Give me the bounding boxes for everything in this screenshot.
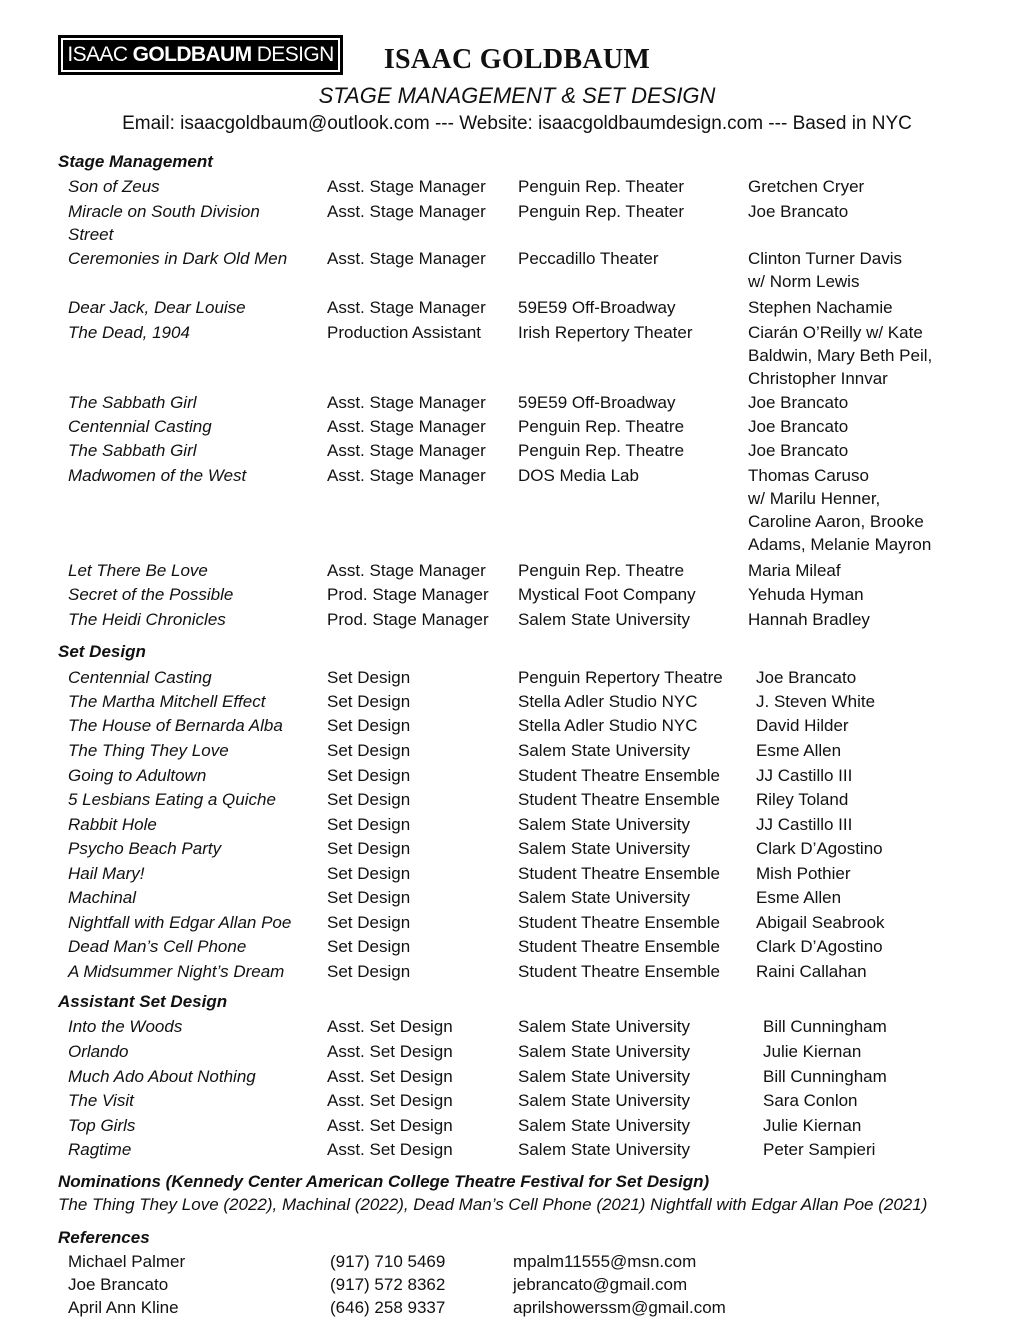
director: Julie Kiernan [763,1116,862,1135]
role: Asst. Stage Manager [327,393,486,412]
role: Asst. Stage Manager [327,202,486,221]
production-title: Psycho Beach Party [68,839,222,858]
role: Set Design [327,864,411,883]
nominations-text: The Thing They Love (2022), Machinal (2022), Dead Man’s Cell Phone (2021) Nightfall with Edgar Allan Poe (2021) [58,1195,928,1214]
director: Joe Brancato [748,393,849,412]
section-heading-references: References [58,1228,150,1247]
production-title: A Midsummer Night’s Dream [68,962,285,981]
director: Clinton Turner Davis w/ Norm Lewis [748,249,903,291]
production-title: The House of Bernarda Alba [68,716,283,735]
role: Set Design [327,888,411,907]
venue: Salem State University [518,1140,690,1159]
role: Asst. Set Design [327,1140,453,1159]
director: J. Steven White [756,692,876,711]
production-title: Nightfall with Edgar Allan Poe [68,913,292,932]
role: Set Design [327,716,411,735]
section-heading-assistant-set-design: Assistant Set Design [58,992,228,1011]
contact-line: Email: isaacgoldbaum@outlook.com --- Website: isaacgoldbaumdesign.com --- Based in NYC [122,113,912,134]
venue: Penguin Rep. Theater [518,177,685,196]
venue: DOS Media Lab [518,466,639,485]
role: Set Design [327,815,411,834]
director: Joe Brancato [748,417,849,436]
reference-phone: (917) 572 8362 [330,1275,446,1294]
production-title: The Heidi Chronicles [68,610,226,629]
role: Asst. Set Design [327,1017,453,1036]
venue: Salem State University [518,1042,690,1061]
role: Prod. Stage Manager [327,610,489,629]
production-title: Dear Jack, Dear Louise [68,298,246,317]
production-title: 5 Lesbians Eating a Quiche [68,790,276,809]
production-title: The Sabbath Girl [68,393,197,412]
production-title: Let There Be Love [68,561,208,580]
page-subtitle: STAGE MANAGEMENT & SET DESIGN [318,83,716,108]
venue: Stella Adler Studio NYC [518,716,698,735]
venue: Penguin Rep. Theatre [518,441,685,460]
reference-email: jebrancato@gmail.com [513,1275,688,1294]
director: Gretchen Cryer [748,177,865,196]
director: Maria Mileaf [748,561,841,580]
venue: Salem State University [518,610,690,629]
director: Clark D’Agostino [756,937,883,956]
venue: 59E59 Off-Broadway [518,393,676,412]
role: Prod. Stage Manager [327,585,489,604]
director: Ciarán O’Reilly w/ Kate Baldwin, Mary Beth Peil, Christopher Innvar [748,323,933,388]
production-title: Rabbit Hole [68,815,157,834]
production-title: Into the Woods [68,1017,183,1036]
role: Asst. Stage Manager [327,441,486,460]
venue: Student Theatre Ensemble [518,962,720,981]
production-title: Top Girls [68,1116,136,1135]
venue: Salem State University [518,1017,690,1036]
director: Peter Sampieri [763,1140,876,1159]
director: Bill Cunningham [763,1017,887,1036]
production-title: Dead Man’s Cell Phone [68,937,247,956]
venue: Student Theatre Ensemble [518,766,720,785]
production-title: Hail Mary! [68,864,145,883]
director: Joe Brancato [748,202,849,221]
venue: Salem State University [518,815,690,834]
reference-name: April Ann Kline [68,1298,179,1317]
director: Stephen Nachamie [748,298,893,317]
director: Bill Cunningham [763,1067,887,1086]
production-title: Ceremonies in Dark Old Men [68,249,288,268]
role: Asst. Stage Manager [327,298,486,317]
role: Set Design [327,913,411,932]
venue: Student Theatre Ensemble [518,864,720,883]
director: Esme Allen [756,888,842,907]
role: Set Design [327,741,411,760]
venue: Salem State University [518,888,690,907]
production-title: Miracle on South Division Street [68,202,260,244]
director: Esme Allen [756,741,842,760]
role: Asst. Set Design [327,1091,453,1110]
director: Raini Callahan [756,962,867,981]
director: Hannah Bradley [748,610,870,629]
venue: Student Theatre Ensemble [518,790,720,809]
reference-name: Michael Palmer [68,1252,186,1271]
role: Set Design [327,962,411,981]
reference-phone: (646) 258 9337 [330,1298,446,1317]
production-title: The Thing They Love [68,741,229,760]
role: Asst. Stage Manager [327,466,486,485]
director: JJ Castillo III [756,815,853,834]
director: Mish Pothier [756,864,851,883]
production-title: The Sabbath Girl [68,441,197,460]
production-title: Son of Zeus [68,177,160,196]
role: Asst. Stage Manager [327,249,486,268]
director: Clark D’Agostino [756,839,883,858]
production-title: Ragtime [68,1140,132,1159]
section-heading-nominations: Nominations (Kennedy Center American College Theatre Festival for Set Design) [58,1172,710,1191]
venue: Salem State University [518,1067,690,1086]
venue: Salem State University [518,839,690,858]
reference-email: aprilshowerssm@gmail.com [513,1298,726,1317]
production-title: The Martha Mitchell Effect [68,692,266,711]
production-title: Madwomen of the West [68,466,247,485]
logo-text: ISAAC GOLDBAUM DESIGN [61,38,340,72]
production-title: Centennial Casting [68,668,212,687]
reference-phone: (917) 710 5469 [330,1252,446,1271]
role: Set Design [327,839,411,858]
director: Yehuda Hyman [748,585,864,604]
production-title: Going to Adultown [68,766,207,785]
reference-email: mpalm11555@msn.com [513,1252,697,1271]
production-title: The Dead, 1904 [68,323,190,342]
venue: Student Theatre Ensemble [518,937,720,956]
role: Set Design [327,668,411,687]
role: Set Design [327,790,411,809]
venue: Stella Adler Studio NYC [518,692,698,711]
production-title: Centennial Casting [68,417,212,436]
venue: Penguin Rep. Theater [518,202,685,221]
role: Set Design [327,937,411,956]
director: David Hilder [756,716,849,735]
section-heading-stage-management: Stage Management [58,152,213,171]
role: Production Assistant [327,323,482,342]
page-title: ISAAC GOLDBAUM [383,44,651,75]
director: JJ Castillo III [756,766,853,785]
production-title: Orlando [68,1042,129,1061]
production-title: The Visit [68,1091,134,1110]
director: Thomas Caruso w/ Marilu Henner, Caroline Aaron, Brooke Adams, Melanie Mayron [748,466,932,554]
section-heading-set-design: Set Design [58,642,146,661]
production-title: Machinal [68,888,137,907]
venue: 59E59 Off-Broadway [518,298,676,317]
venue: Student Theatre Ensemble [518,913,720,932]
role: Asst. Stage Manager [327,561,486,580]
director: Julie Kiernan [763,1042,862,1061]
director: Joe Brancato [748,441,849,460]
venue: Penguin Rep. Theatre [518,417,685,436]
venue: Salem State University [518,741,690,760]
director: Sara Conlon [763,1091,858,1110]
venue: Irish Repertory Theater [518,323,693,342]
role: Set Design [327,766,411,785]
venue: Penguin Rep. Theatre [518,561,685,580]
production-title: Much Ado About Nothing [68,1067,256,1086]
venue: Mystical Foot Company [518,585,696,604]
reference-name: Joe Brancato [68,1275,169,1294]
role: Asst. Set Design [327,1067,453,1086]
venue: Salem State University [518,1116,690,1135]
venue: Salem State University [518,1091,690,1110]
role: Asst. Set Design [327,1116,453,1135]
role: Set Design [327,692,411,711]
venue: Peccadillo Theater [518,249,659,268]
director: Abigail Seabrook [756,913,885,932]
director: Joe Brancato [756,668,857,687]
role: Asst. Stage Manager [327,417,486,436]
role: Asst. Set Design [327,1042,453,1061]
venue: Penguin Repertory Theatre [518,668,723,687]
production-title: Secret of the Possible [68,585,234,604]
director: Riley Toland [756,790,849,809]
role: Asst. Stage Manager [327,177,486,196]
